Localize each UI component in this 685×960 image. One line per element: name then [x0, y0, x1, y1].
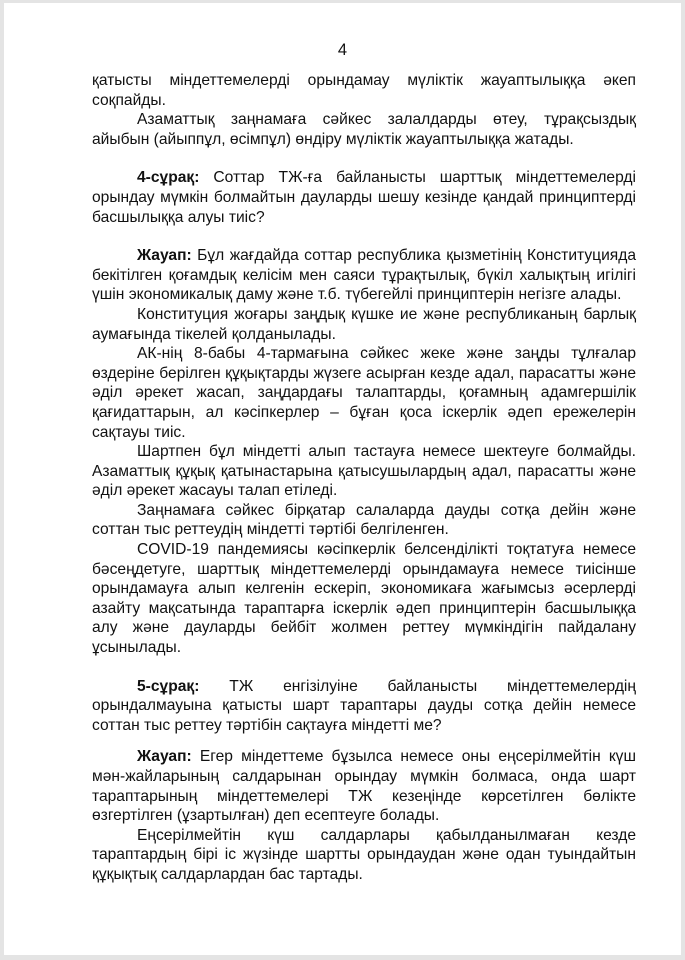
paragraph-covid: COVID-19 пандемиясы кәсіпкерлік белсенділікті тоқтатуға немесе бәсеңдетуге, шарттық міндеттемелерді орындамауға немесе тиісінше орындамауға алып келгенін ескеріп, экономикаға жағымсыз әсерлерді азайту мақсатында тараптарға іскерлік әдеп принциптерін басшылыққа алу және дауларды бейбіт жолмен реттеу мүмкіндігін пайдалану ұсынылады. — [92, 541, 636, 657]
answer-label: Жауап: — [137, 247, 192, 265]
question-text: ТЖ енгізілуіне байланысты міндеттемелердің орындалмауына қатысты шарт тараптары дауды сотқа дейін немесе соттан тыс реттеу тәртібін сақтауға міндетті ме? — [92, 677, 636, 734]
answer-text: Бұл жағдайда соттар республика қызметінің Конституцияда бекітілген қоғамдық келісім мен саяси тұрақтылық, бүкіл халықтың игілігі үшін экономикалық даму және т.б. түбегейлі принциптерін негізге алады. — [92, 247, 636, 304]
question-5 — [92, 677, 636, 736]
question-text: Соттар ТЖ-ға байланысты шарттық міндеттемелерді орындау мүмкін болмайтын дауларды шешу кезінде қандай принциптерді басшылыққа алуы тиіс? — [92, 169, 636, 226]
paragraph-force-majeure: Еңсерілмейтін күш салдарлары қабылданылмаған кезде тараптардың бірі іс жүзінде шартты орындаудан және одан туындайтын құқықтық салдарлардан бас тартады. — [92, 826, 636, 883]
paragraph-liability: Азаматтық заңнамаға сәйкес залалдарды өтеу, тұрақсыздық айыбын (айыппұл, өсімпұл) өндіру мүліктік жауаптылыққа жатады. — [92, 111, 636, 148]
paragraph-pretrial: Заңнамаға сәйкес бірқатар салаларда дауды сотқа дейін және соттан тыс реттеудің міндетті тәртібі белгіленген. — [92, 501, 636, 539]
question-label: 4-сұрақ: — [137, 169, 200, 187]
paragraph-continuation: қатысты міндеттемелерді орындамау мүліктік жауаптылыққа әкеп соқпайды. — [92, 72, 636, 109]
answer-5 — [92, 747, 636, 825]
document-body — [92, 71, 636, 885]
document-page — [4, 3, 681, 955]
answer-4 — [92, 246, 636, 305]
paragraph-civil-code: АК-нің 8-бабы 4-тармағына сәйкес жеке және заңды тұлғалар өздеріне берілген құқықтарды жүзеге асырған кезде адал, парасатты және әділ әрекет жасап, заңдардағы талаптарды, қоғамның адамгершілік қағидаттарын, ал кәсіпкерлер – бұған қоса іскерлік әдеп ережелерін сақтауы тиіс. — [92, 345, 636, 441]
paragraph-constitution: Конституция жоғары заңдық күшке ие және республиканың барлық аумағында тікелей қолданылады. — [92, 305, 636, 343]
paragraph-contract: Шартпен бұл міндетті алып тастауға немесе шектеуге болмайды. Азаматтық құқық қатынастарына қатысушылардың адал, парасатты және әділ әрекет жасауы талап етіледі. — [92, 443, 636, 500]
answer-label: Жауап: — [137, 748, 192, 766]
question-label: 5-сұрақ: — [137, 677, 200, 695]
page-number: 4 — [337, 41, 348, 59]
question-4 — [92, 168, 636, 227]
answer-text: Егер міндеттеме бұзылса немесе оны еңсерілмейтін күш мән-жайларының салдарынан орындау мүмкін болмаса, онда шарт тараптарының міндеттемелері ТЖ кезеңінде көрсетілген бөлікте өзгертілген (ұзартылған) деп есептеуге болады. — [92, 748, 636, 825]
